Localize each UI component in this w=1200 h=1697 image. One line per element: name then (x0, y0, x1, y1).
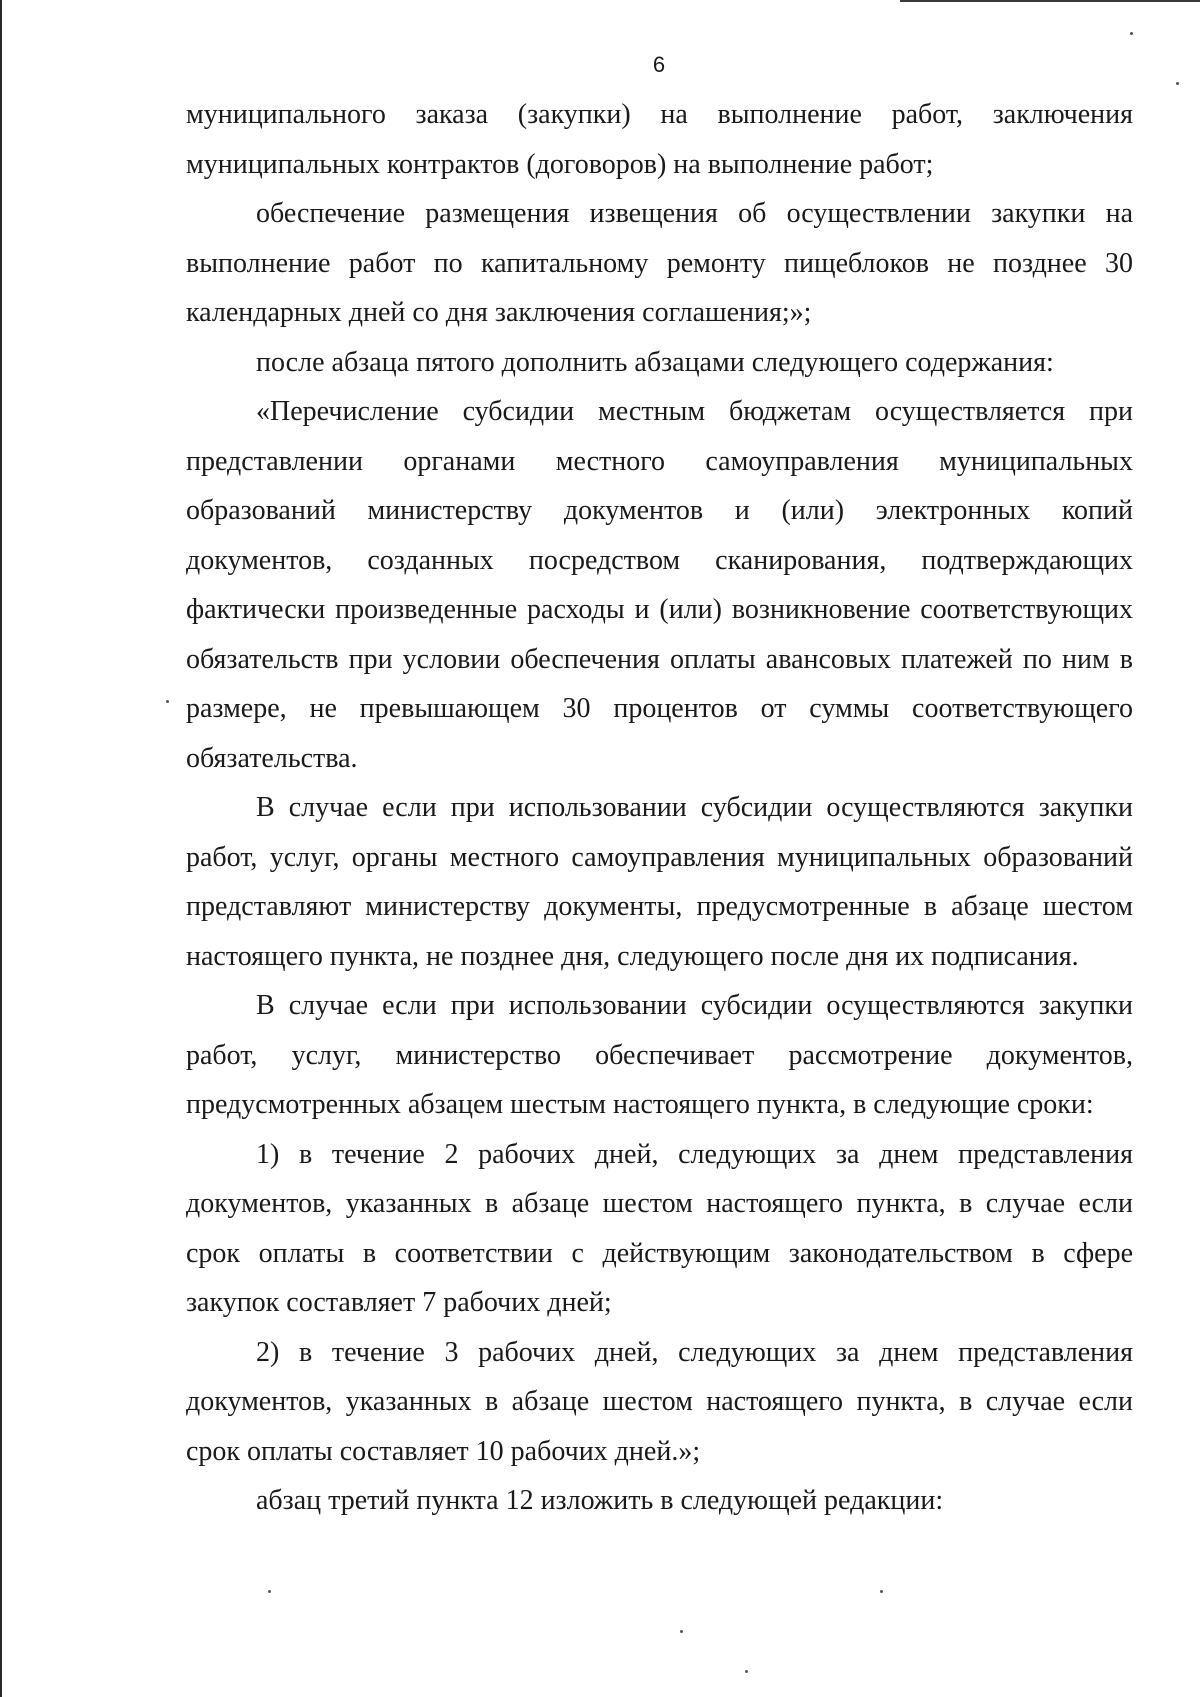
paragraph-4: «Перечисление субсидии местным бюджетам осуществляется при представлении органами местного самоуправления муниципальных образований министерству документов и (или) электронных копий документов, созданных посредством сканирования, подтверждающих фактически произведенные расходы и (или) возникновение соответствующих обязательств при условии обеспечения оплаты авансовых платежей по ним в размере, не превышающем 30 процентов от суммы соответствующего обязательства. (186, 396, 1133, 774)
page-number: 6 (652, 52, 666, 77)
paragraph-7: 1) в течение 2 рабочих дней, следующих за днем представления документов, указанных в абзаце шестом настоящего пункта, в случае если срок оплаты в соответствии с действующим законодательством в сфере закупок составляет 7 рабочих дней; (186, 1138, 1133, 1318)
scan-edge-left (0, 0, 2, 1697)
paragraph-6: В случае если при использовании субсидии осуществляются закупки работ, услуг, министерство обеспечивает рассмотрение документов, предусмотренных абзацем шестым настоящего пункта, в следующие сроки: (186, 990, 1133, 1120)
scan-speck (166, 700, 169, 703)
scan-speck (268, 1590, 271, 1593)
scan-speck (1130, 32, 1133, 35)
paragraph-9: абзац третий пункта 12 изложить в следующей редакции: (256, 1485, 944, 1516)
scan-speck (680, 1630, 683, 1633)
paragraph-5: В случае если при использовании субсидии осуществляются закупки работ, услуг, органы местного самоуправления муниципальных образований представляют министерству документы, предусмотренные в абзаце шестом настоящего пункта, не позднее дня, следующего после дня их подписания. (186, 792, 1133, 972)
paragraph-1: муниципального заказа (закупки) на выполнение работ, заключения муниципальных контрактов (договоров) на выполнение работ; (186, 99, 1133, 180)
document-body (186, 90, 1133, 1526)
scan-speck (880, 1590, 883, 1593)
paragraph-2: обеспечение размещения извещения об осуществлении закупки на выполнение работ по капитальному ремонту пищеблоков не позднее 30 календарных дней со дня заключения соглашения;»; (186, 198, 1133, 328)
scan-speck (1176, 82, 1179, 85)
scan-speck (745, 1670, 748, 1673)
paragraph-3: после абзаца пятого дополнить абзацами следующего содержания: (256, 346, 1054, 378)
paragraph-8: 2) в течение 3 рабочих дней, следующих за днем представления документов, указанных в абзаце шестом настоящего пункта, в случае если срок оплаты составляет 10 рабочих дней.»; (186, 1336, 1133, 1467)
scan-edge-top (900, 0, 1200, 2)
